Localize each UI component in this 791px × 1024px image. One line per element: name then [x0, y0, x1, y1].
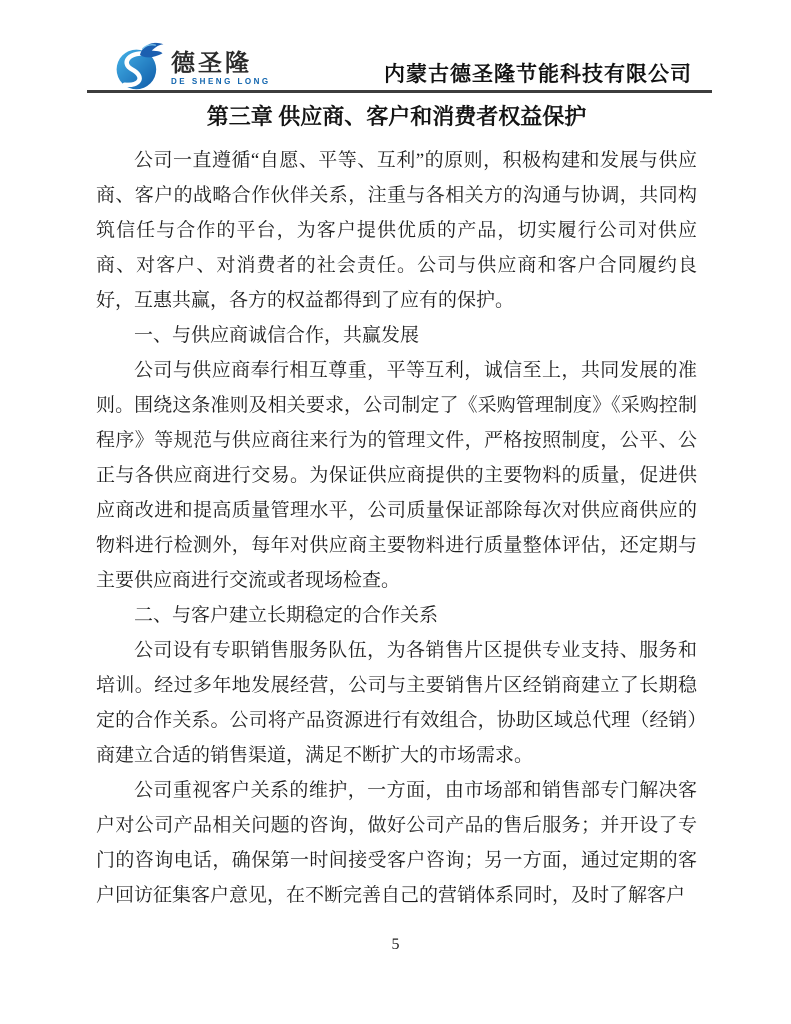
- page-number: 5: [391, 936, 400, 953]
- header-rule: [87, 90, 712, 93]
- paragraph-intro: 公司一直遵循“自愿、平等、互利”的原则，积极构建和发展与供应商、客户的战略合作伙伴关系，注重与各相关方的沟通与协调，共同构筑信任与合作的平台，为客户提供优质的产品，切实履行公司对供应商、对客户、对消费者的社会责任。公司与供应商和客户合同履约良好，互惠共赢，各方的权益都得到了应有的保护。: [96, 150, 697, 311]
- company-name: 内蒙古德圣隆节能科技有限公司: [384, 62, 692, 86]
- logo-text: [171, 51, 271, 87]
- company-logo: [113, 36, 271, 92]
- paragraph-customer-service: 公司重视客户关系的维护，一方面，由市场部和销售部专门解决客户对公司产品相关问题的咨询，做好公司产品的售后服务；并开设了专门的咨询电话，确保第一时间接受客户咨询；另一方面，通过定期的客户回访征集客户意见，在不断完善自己的营销体系同时，及时了解客户: [96, 780, 697, 906]
- paragraph-suppliers: 公司与供应商奉行相互尊重，平等互利，诚信至上，共同发展的准则。围绕这条准则及相关要求，公司制定了《采购管理制度》《采购控制程序》等规范与供应商往来行为的管理文件，严格按照制度，公平、公正与各供应商进行交易。为保证供应商提供的主要物料的质量，促进供应商改进和提高质量管理水平，公司质量保证部除每次对供应商供应的物料进行检测外，每年对供应商主要物料进行质量整体评估，还定期与主要供应商进行交流或者现场检查。: [96, 360, 697, 591]
- section-heading-customers: 二、与客户建立长期稳定的合作关系: [134, 605, 439, 626]
- paragraph-customers-sales: 公司设有专职销售服务队伍，为各销售片区提供专业支持、服务和培训。经过多年地发展经营，公司与主要销售片区经销商建立了长期稳定的合作关系。公司将产品资源进行有效组合，协助区域总代理（经销）商建立合适的销售渠道，满足不断扩大的市场需求。: [96, 640, 697, 766]
- logo-name-en: DE SHENG LONG: [171, 77, 271, 86]
- chapter-title: 第三章 供应商、客户和消费者权益保护: [206, 104, 587, 129]
- logo-name-cn: 德圣隆: [171, 50, 252, 77]
- document-body: [96, 143, 697, 913]
- section-heading-suppliers: 一、与供应商诚信合作，共赢发展: [134, 325, 420, 346]
- dragon-logo-icon: [113, 36, 167, 92]
